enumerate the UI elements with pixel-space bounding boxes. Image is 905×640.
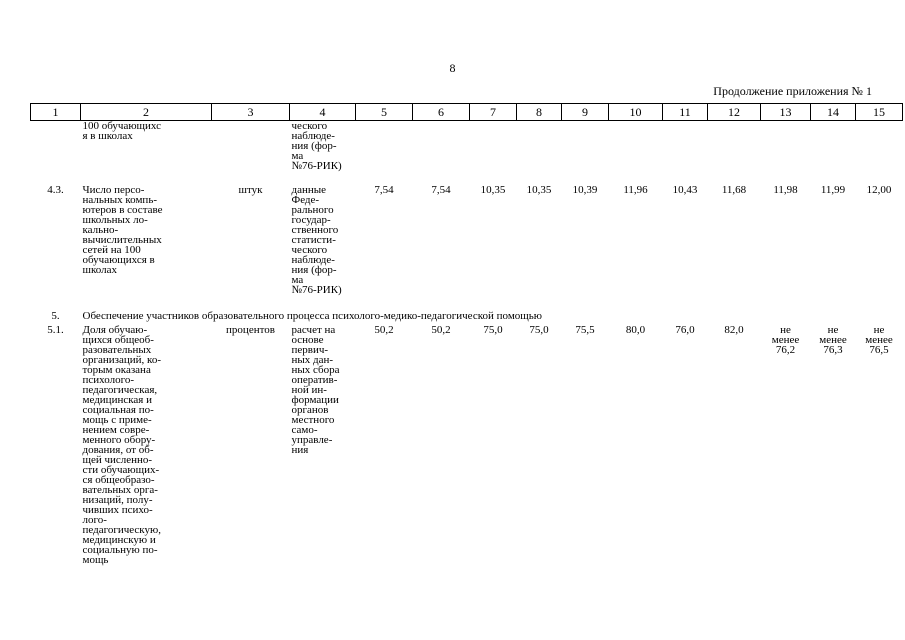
column-number: 1 [31,104,81,121]
value-cell: 76,0 [675,324,695,336]
source-cell: ческого наблюде- ния (фор- ма №76-РИК) [291,120,342,172]
min-value-cell: не менее 76,3 [819,324,847,356]
continuation-label: Продолжение приложения № 1 [713,84,872,98]
column-number: 9 [562,104,609,121]
min-value-cell: не менее 76,2 [771,324,800,356]
column-number: 6 [413,104,470,121]
column-number: 14 [811,104,856,121]
column-numbers-row [31,104,903,121]
indicators-table [30,103,903,565]
column-number: 12 [708,104,761,121]
value-cell: 11,99 [820,184,846,196]
section-title: Обеспечение участников образовательного процесса психолого-медико-педагогической помощью [82,310,542,322]
table-row-continued [31,121,903,172]
row-number-cell: 5. [51,310,60,322]
value-cell: 10,35 [480,184,506,196]
value-cell: 75,0 [483,324,503,336]
unit-cell: процентов [226,324,275,336]
value-cell: 11,98 [773,184,798,196]
value-cell: 7,54 [374,184,394,196]
source-cell: расчет на основе первич- ных дан- ных сбора оператив- ной ин- формации органов местного само- управле- ния [291,324,340,456]
value-cell: 75,0 [529,324,549,336]
column-number: 8 [517,104,562,121]
table-row-4-3 [31,171,903,295]
column-number: 2 [81,104,212,121]
value-cell: 10,35 [526,184,552,196]
value-cell: 75,5 [575,324,595,336]
column-number: 5 [356,104,413,121]
column-number: 11 [663,104,708,121]
table-row-5-1 [31,321,903,565]
column-number: 10 [609,104,663,121]
page-number: 8 [449,61,456,75]
value-cell: 82,0 [724,324,744,336]
indicator-cell: 100 обучающихс я в школах [82,120,161,142]
unit-cell: штук [238,184,263,196]
indicator-cell: Доля обучаю- щихся общеоб- разовательных организаций, ко- торым оказана психолого- педагогическая, медицинская и социальная по- мощь с приме- нением совре- менного обору- дования, от об- щей численно- сти обучающих- ся общеобразо- вательных орга- низаций, полу- чивших психо- лого- педагогическую, медицинскую и социальную по- мощь [82,324,162,566]
value-cell: 50,2 [431,324,451,336]
column-number: 15 [856,104,903,121]
value-cell: 12,00 [866,184,892,196]
value-cell: 10,43 [672,184,698,196]
min-value-cell: не менее 76,5 [865,324,893,356]
indicator-cell: Число персо- нальных компь- ютеров в составе школьных ло- кально- вычислительных сетей на 100 обучающихся в школах [82,184,163,276]
value-cell: 50,2 [374,324,394,336]
value-cell: 11,68 [721,184,747,196]
column-number: 13 [761,104,811,121]
unit-cell [212,121,290,172]
table-row-section-5 [31,295,903,321]
empty-values-cell [356,121,903,172]
row-number-cell [31,121,81,172]
source-cell: данные Феде- рального государ- ственного статисти- ческого наблюде- ния (фор- ма №76-РИК) [291,184,342,296]
value-cell: 10,39 [572,184,598,196]
column-number: 3 [212,104,290,121]
value-cell: 11,96 [623,184,648,196]
column-number: 4 [290,104,356,121]
column-number: 7 [470,104,517,121]
row-number-cell: 4.3. [47,184,64,196]
row-number-cell: 5.1. [47,324,64,336]
value-cell: 80,0 [625,324,646,336]
value-cell: 7,54 [431,184,451,196]
